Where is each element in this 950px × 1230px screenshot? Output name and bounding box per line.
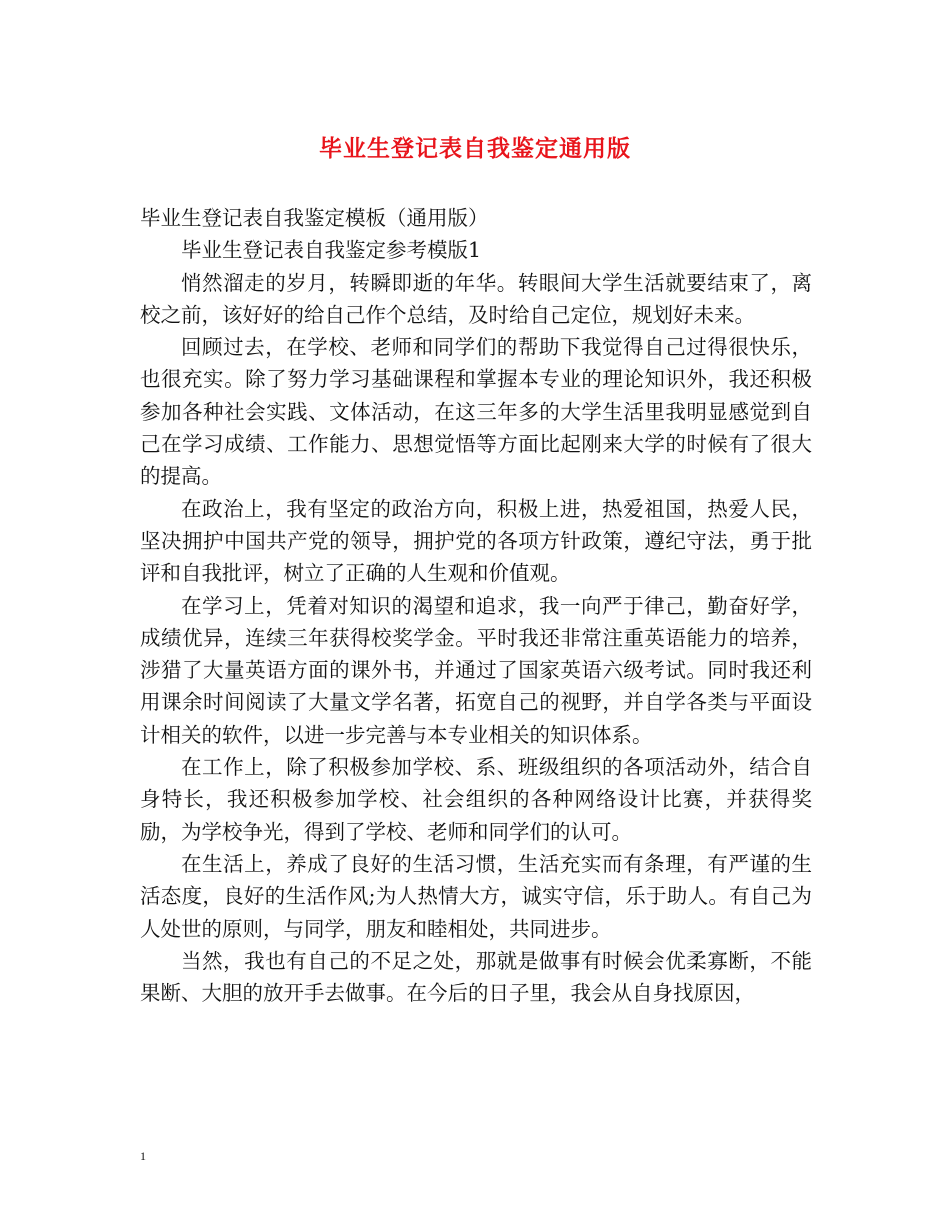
paragraph: 在政治上，我有坚定的政治方向，积极上进，热爱祖国，热爱人民，坚决拥护中国共产党的领导，拥护党的各项方针政策，遵纪守法，勇于批评和自我批评，树立了正确的人生观和价值观。 [140,496,812,586]
document-body [140,202,812,1009]
paragraph: 悄然溜走的岁月，转瞬即逝的年华。转眼间大学生活就要结束了，离校之前，该好好的给自己作个总结，及时给自己定位，规划好未来。 [140,270,812,327]
paragraph-subheading: 毕业生登记表自我鉴定参考模版1 [181,238,482,263]
paragraph: 在工作上，除了积极参加学校、系、班级组织的各项活动外，结合自身特长，我还积极参加学校、社会组织的各种网络设计比赛，并获得奖励，为学校争光，得到了学校、老师和同学们的认可。 [140,755,812,844]
paragraph-heading: 毕业生登记表自我鉴定模板（通用版） [140,206,489,230]
paragraph: 回顾过去，在学校、老师和同学们的帮助下我觉得自己过得很快乐，也很充实。除了努力学习基础课程和掌握本专业的理论知识外，我还积极参加各种社会实践、文体活动，在这三年多的大学生活里我明显感觉到自己在学习成绩、工作能力、思想觉悟等方面比起刚来大学的时候有了很大的提高。 [140,335,812,489]
paragraph: 当然，我也有自己的不足之处，那就是做事有时候会优柔寡断，不能果断、大胆的放开手去做事。在今后的日子里，我会从自身找原因， [140,948,812,1006]
paragraph: 在学习上，凭着对知识的渴望和追求，我一向严于律己，勤奋好学，成绩优异，连续三年获得校奖学金。平时我还非常注重英语能力的培养，涉猎了大量英语方面的课外书，并通过了国家英语六级考试。同时我还利用课余时间阅读了大量文学名著，拓宽自己的视野，并自学各类与平面设计相关的软件，以进一步完善与本专业相关的知识体系。 [140,593,812,747]
document-title: 毕业生登记表自我鉴定通用版 [319,135,631,162]
paragraph: 在生活上，养成了良好的生活习惯，生活充实而有条理，有严谨的生活态度，良好的生活作风;为人热情大方，诚实守信，乐于助人。有自己为人处世的原则，与同学，朋友和睦相处，共同进步。 [140,851,812,941]
page-number: 1 [140,1149,146,1163]
